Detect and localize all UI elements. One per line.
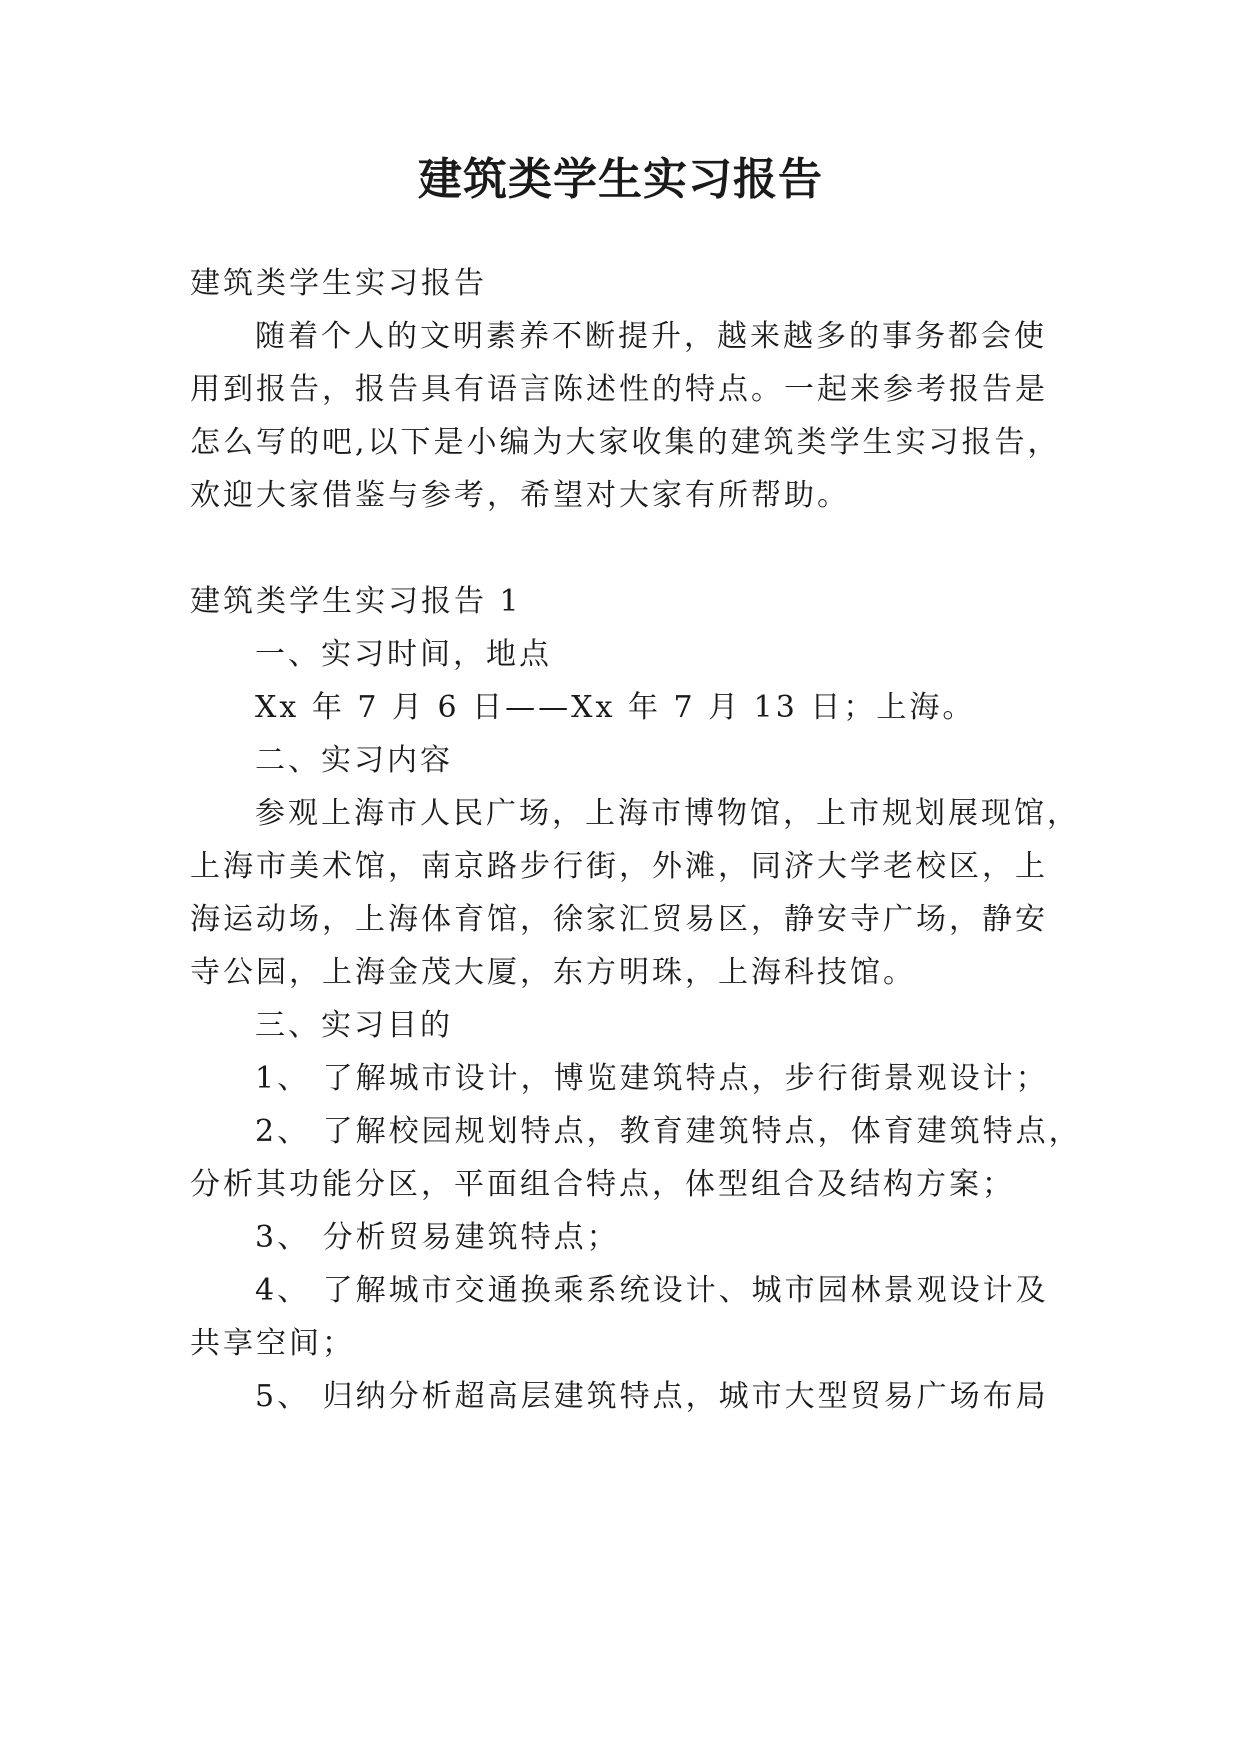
purpose-item-1: 1、 了解城市设计，博览建筑特点，步行街景观设计； (255, 1061, 1049, 1096)
intro-line-4: 欢迎大家借鉴与参考，希望对大家有所帮助。 (190, 478, 850, 513)
section-content: 二、实习内容 (255, 743, 453, 778)
content-line-1: 参观上海市人民广场，上海市博物馆，上市规划展现馆， (255, 796, 1080, 831)
purpose-item-4-cont: 共享空间； (190, 1326, 355, 1361)
intro-line-2: 用到报告，报告具有语言陈述性的特点。一起来参考报告是 (190, 372, 1048, 407)
section-purpose: 三、实习目的 (255, 1008, 453, 1043)
section-time-place: 一、实习时间，地点 (255, 637, 552, 672)
content-line-3: 海运动场，上海体育馆，徐家汇贸易区，静安寺广场，静安 (190, 902, 1048, 937)
intro-line-3: 怎么写的吧,以下是小编为大家收集的建筑类学生实习报告， (190, 425, 1061, 460)
purpose-item-2: 2、 了解校园规划特点，教育建筑特点，体育建筑特点， (255, 1114, 1082, 1149)
purpose-item-2-cont: 分析其功能分区，平面组合特点，体型组合及结构方案； (190, 1167, 1015, 1202)
purpose-item-3: 3、 分析贸易建筑特点； (255, 1220, 620, 1255)
purpose-item-4: 4、 了解城市交通换乘系统设计、城市园林景观设计及 (255, 1273, 1049, 1308)
purpose-item-5: 5、 归纳分析超高层建筑特点，城市大型贸易广场布局 (255, 1379, 1049, 1414)
section-heading: 建筑类学生实习报告 (190, 266, 487, 301)
page-title: 建筑类学生实习报告 (418, 154, 823, 205)
content-line-4: 寺公园，上海金茂大厦，东方明珠，上海科技馆。 (190, 955, 916, 990)
time-place-text: Xx 年 7 月 6 日——Xx 年 7 月 13 日；上海。 (255, 690, 976, 725)
content-line-2: 上海市美术馆，南京路步行街，外滩，同济大学老校区，上 (190, 849, 1048, 884)
report-1-heading: 建筑类学生实习报告 1 (190, 584, 522, 619)
intro-line-1: 随着个人的文明素养不断提升，越来越多的事务都会使 (255, 319, 1047, 354)
